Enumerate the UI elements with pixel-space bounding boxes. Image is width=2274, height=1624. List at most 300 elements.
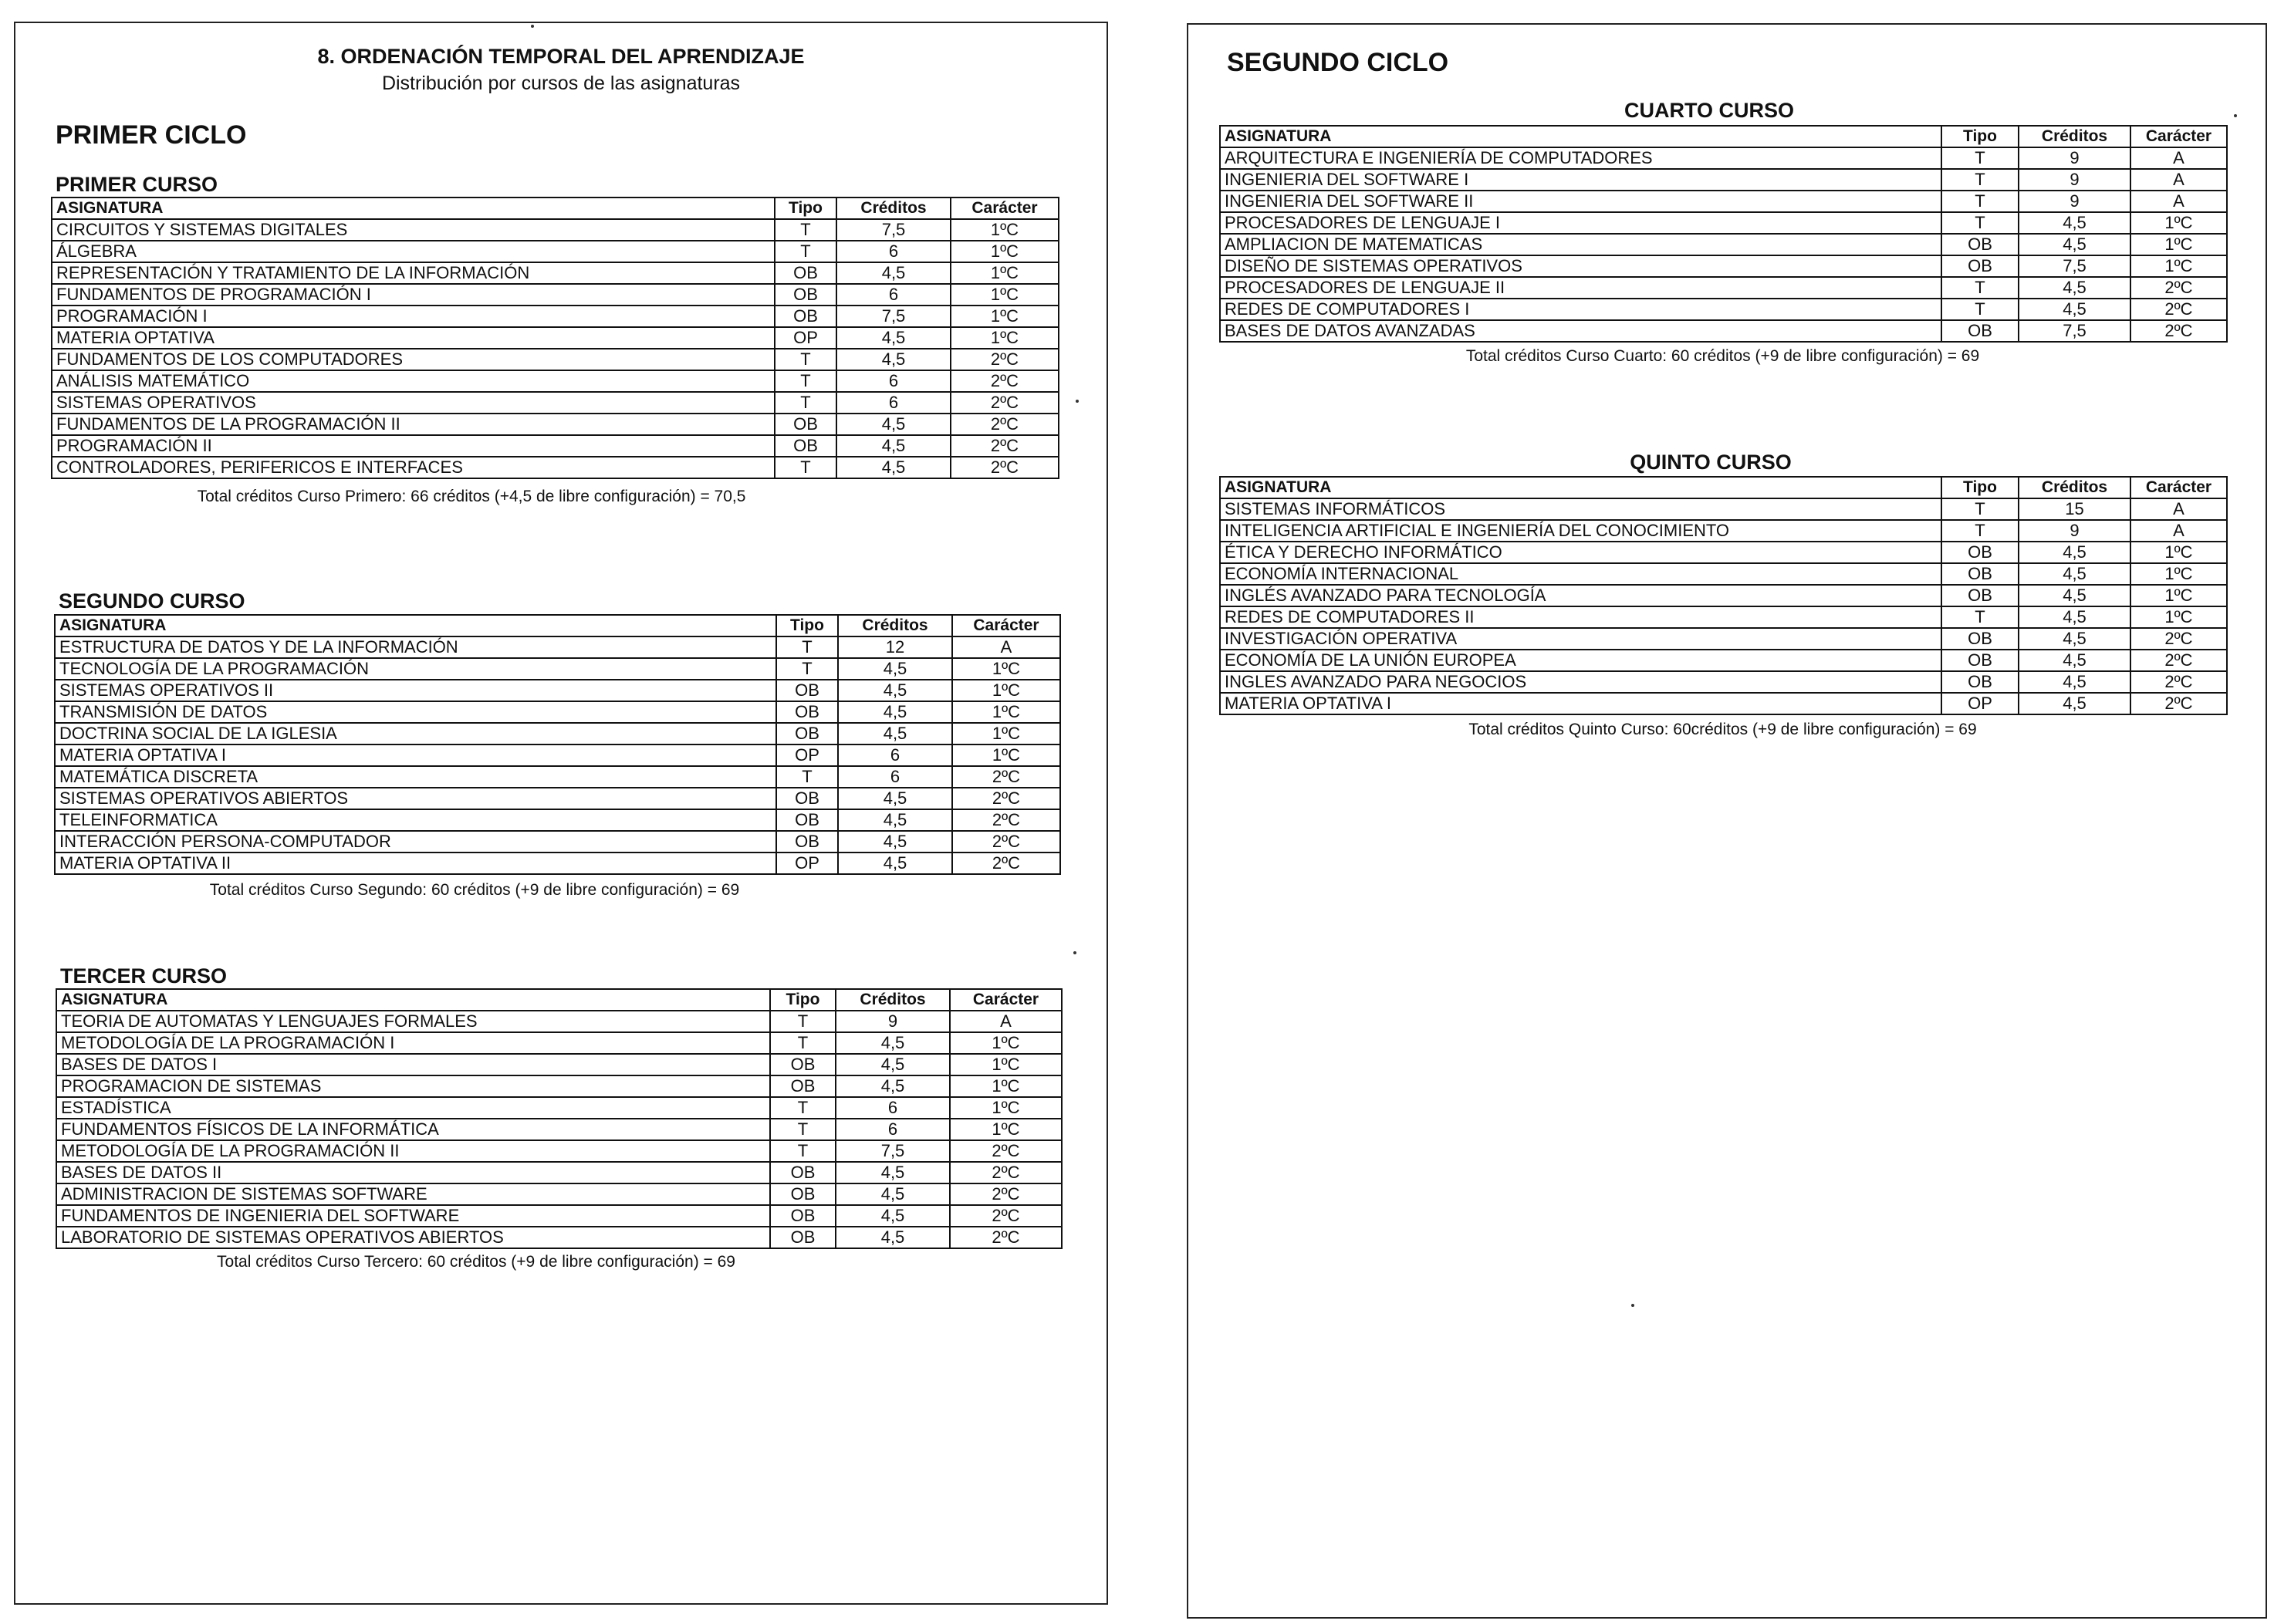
cell-credits: 4,5 [836,1205,950,1227]
cell-type: T [770,1011,836,1032]
cell-subject: METODOLOGÍA DE LA PROGRAMACIÓN I [56,1032,770,1054]
table-row [1220,520,2227,542]
cell-credits: 4,5 [2019,650,2130,671]
cell-credits: 4,5 [836,1075,950,1097]
table-row [1220,255,2227,277]
cell-character: 2ºC [951,370,1059,392]
cell-character: 2ºC [952,788,1060,809]
header-type: Tipo [770,989,836,1011]
subjects-table [51,197,1059,479]
cell-character: 1ºC [2130,585,2227,606]
subjects-table [54,614,1061,875]
table-row [56,1054,1062,1075]
cell-type: T [1941,520,2019,542]
header-credits: Créditos [838,615,952,636]
cell-character: 1ºC [952,701,1060,723]
cell-credits: 6 [836,1097,950,1119]
cell-credits: 4,5 [838,809,952,831]
cell-character: 1ºC [950,1119,1062,1140]
cell-character: 1ºC [952,744,1060,766]
cell-character: 2ºC [951,392,1059,414]
cell-subject: ESTRUCTURA DE DATOS Y DE LA INFORMACIÓN [55,636,776,658]
table-row [1220,234,2227,255]
cell-subject: FUNDAMENTOS DE PROGRAMACIÓN I [52,284,775,306]
cell-type: T [1941,299,2019,320]
cell-subject: INGENIERIA DEL SOFTWARE I [1220,169,1941,191]
table-row [52,392,1059,414]
cell-subject: PROCESADORES DE LENGUAJE I [1220,212,1941,234]
cell-subject: ANÁLISIS MATEMÁTICO [52,370,775,392]
cell-subject: PROGRAMACIÓN II [52,435,775,457]
table-row [52,457,1059,478]
scan-speck [2234,114,2237,117]
cell-credits: 4,5 [838,788,952,809]
table-row [52,284,1059,306]
cell-credits: 4,5 [836,1032,950,1054]
cell-credits: 4,5 [2019,277,2130,299]
table-row [1220,628,2227,650]
cell-subject: BASES DE DATOS AVANZADAS [1220,320,1941,342]
cell-type: OB [1941,320,2019,342]
table-row [56,1032,1062,1054]
table-row [56,1011,1062,1032]
table-row [55,680,1060,701]
cell-credits: 4,5 [836,435,951,457]
cell-subject: MATEMÁTICA DISCRETA [55,766,776,788]
scan-speck [1073,951,1076,954]
cell-credits: 4,5 [836,414,951,435]
cell-credits: 7,5 [2019,320,2130,342]
cell-type: OB [775,435,836,457]
cell-credits: 4,5 [836,1183,950,1205]
cell-credits: 4,5 [2019,563,2130,585]
cell-credits: 12 [838,636,952,658]
cell-type: OP [776,853,838,874]
cell-subject: FUNDAMENTOS DE LA PROGRAMACIÓN II [52,414,775,435]
cell-type: T [775,370,836,392]
cell-type: T [1941,212,2019,234]
cell-type: T [775,457,836,478]
cell-credits: 4,5 [2019,542,2130,563]
cell-type: T [770,1140,836,1162]
cell-type: OB [776,680,838,701]
cell-credits: 7,5 [836,1140,950,1162]
cell-character: 1ºC [952,723,1060,744]
table-row [1220,169,2227,191]
cell-subject: TECNOLOGÍA DE LA PROGRAMACIÓN [55,658,776,680]
cell-character: A [950,1011,1062,1032]
cell-type: OB [776,831,838,853]
table-header-row [55,615,1060,636]
cell-character: 1ºC [2130,212,2227,234]
cell-character: 1ºC [2130,255,2227,277]
cell-credits: 6 [836,241,951,262]
cell-character: 2ºC [2130,650,2227,671]
table-row [56,1183,1062,1205]
course-title: PRIMER CURSO [56,173,218,196]
cell-type: OB [1941,255,2019,277]
cell-subject: BASES DE DATOS II [56,1162,770,1183]
cell-character: 2ºC [952,831,1060,853]
cell-type: OP [1941,693,2019,714]
cell-type: OB [770,1183,836,1205]
cell-character: 2ºC [950,1140,1062,1162]
subjects-table [1219,125,2228,343]
cell-character: 1ºC [951,306,1059,327]
cell-credits: 9 [2019,520,2130,542]
cell-subject: REDES DE COMPUTADORES II [1220,606,1941,628]
document-heading: 8. ORDENACIÓN TEMPORAL DEL APRENDIZAJE [317,45,805,68]
table-row [52,219,1059,241]
document-subheading: Distribución por cursos de las asignaturas [381,73,741,94]
cell-subject: INTELIGENCIA ARTIFICIAL E INGENIERÍA DEL CONOCIMIENTO [1220,520,1941,542]
cell-credits: 4,5 [836,1227,950,1248]
cell-character: 1ºC [2130,542,2227,563]
cell-subject: INGLES AVANZADO PARA NEGOCIOS [1220,671,1941,693]
cell-type: OB [770,1162,836,1183]
cell-subject: TELEINFORMATICA [55,809,776,831]
cell-credits: 4,5 [2019,693,2130,714]
cell-type: T [770,1097,836,1119]
course-title: TERCER CURSO [60,964,228,988]
cell-credits: 4,5 [836,327,951,349]
cell-credits: 4,5 [2019,671,2130,693]
header-type: Tipo [776,615,838,636]
cell-character: 1ºC [950,1075,1062,1097]
page-right [1187,23,2267,1619]
cell-character: 2ºC [2130,671,2227,693]
header-type: Tipo [1941,126,2019,147]
cell-character: 1ºC [952,680,1060,701]
header-credits: Créditos [2019,477,2130,498]
cell-subject: DISEÑO DE SISTEMAS OPERATIVOS [1220,255,1941,277]
cell-type: T [776,658,838,680]
table-row [55,766,1060,788]
cell-type: OB [770,1205,836,1227]
cell-credits: 4,5 [838,723,952,744]
cell-subject: ÁLGEBRA [52,241,775,262]
table-row [55,788,1060,809]
cell-character: 1ºC [950,1054,1062,1075]
table-row [55,744,1060,766]
cell-character: 2ºC [2130,277,2227,299]
cell-type: OB [1941,542,2019,563]
cell-credits: 4,5 [2019,234,2130,255]
cell-type: T [1941,498,2019,520]
cell-character: 1ºC [951,327,1059,349]
cell-type: T [776,636,838,658]
subjects-table [56,988,1063,1249]
cell-character: A [2130,520,2227,542]
cell-character: 2ºC [951,414,1059,435]
cell-credits: 6 [836,1119,950,1140]
header-credits: Créditos [836,989,950,1011]
cell-credits: 4,5 [2019,628,2130,650]
cell-character: A [2130,191,2227,212]
cell-subject: MATERIA OPTATIVA I [1220,693,1941,714]
cell-type: OB [1941,650,2019,671]
table-row [56,1097,1062,1119]
cell-credits: 15 [2019,498,2130,520]
header-credits: Créditos [836,198,951,219]
cell-type: T [775,349,836,370]
cell-character: A [2130,147,2227,169]
cell-subject: ADMINISTRACION DE SISTEMAS SOFTWARE [56,1183,770,1205]
cell-subject: ESTADÍSTICA [56,1097,770,1119]
course-total: Total créditos Curso Cuarto: 60 créditos (+9 de libre configuración) = 69 [1465,347,1980,365]
cell-subject: ARQUITECTURA E INGENIERÍA DE COMPUTADORES [1220,147,1941,169]
table-row [55,636,1060,658]
cell-type: OB [1941,671,2019,693]
table-row [1220,671,2227,693]
table-row [1220,563,2227,585]
cell-character: 2ºC [952,766,1060,788]
header-subject: ASIGNATURA [56,989,770,1011]
table-row [56,1140,1062,1162]
cell-type: OB [770,1227,836,1248]
cell-credits: 4,5 [838,658,952,680]
header-subject: ASIGNATURA [1220,126,1941,147]
cell-credits: 4,5 [838,853,952,874]
course-total: Total créditos Curso Primero: 66 créditos (+4,5 de libre configuración) = 70,5 [197,488,746,505]
header-character: Carácter [952,615,1060,636]
cell-character: 2ºC [951,435,1059,457]
cell-subject: SISTEMAS INFORMÁTICOS [1220,498,1941,520]
table-row [1220,212,2227,234]
cell-subject: INVESTIGACIÓN OPERATIVA [1220,628,1941,650]
cell-type: OB [1941,563,2019,585]
cell-type: OB [776,701,838,723]
cell-credits: 9 [2019,191,2130,212]
cell-subject: ECONOMÍA INTERNACIONAL [1220,563,1941,585]
cell-subject: TRANSMISIÓN DE DATOS [55,701,776,723]
cell-type: T [1941,277,2019,299]
cell-type: T [770,1032,836,1054]
header-character: Carácter [2130,477,2227,498]
cell-credits: 4,5 [836,1054,950,1075]
cell-credits: 6 [838,766,952,788]
cell-type: OB [775,262,836,284]
cell-character: 2ºC [2130,628,2227,650]
table-row [55,701,1060,723]
table-header-row [52,198,1059,219]
cell-character: 2ºC [952,853,1060,874]
header-subject: ASIGNATURA [52,198,775,219]
table-row [52,262,1059,284]
table-row [55,658,1060,680]
cell-credits: 4,5 [838,701,952,723]
cell-character: 1ºC [952,658,1060,680]
table-row [1220,693,2227,714]
header-subject: ASIGNATURA [55,615,776,636]
cell-type: T [775,241,836,262]
cycle-title-primer-ciclo: PRIMER CICLO [56,120,247,150]
cell-subject: FUNDAMENTOS FÍSICOS DE LA INFORMÁTICA [56,1119,770,1140]
table-row [1220,606,2227,628]
table-row [1220,147,2227,169]
table-row [56,1205,1062,1227]
scan-speck [531,25,534,28]
scan-speck [1631,1304,1634,1307]
cell-type: OP [776,744,838,766]
cell-type: OB [776,788,838,809]
scan-speck [1076,400,1079,403]
course-title: SEGUNDO CURSO [59,589,245,613]
cell-subject: FUNDAMENTOS DE LOS COMPUTADORES [52,349,775,370]
cell-credits: 9 [2019,147,2130,169]
cell-subject: ÉTICA Y DERECHO INFORMÁTICO [1220,542,1941,563]
cell-subject: INGLÉS AVANZADO PARA TECNOLOGÍA [1220,585,1941,606]
cell-type: OB [776,723,838,744]
cell-type: T [776,766,838,788]
cell-type: T [775,219,836,241]
cell-subject: LABORATORIO DE SISTEMAS OPERATIVOS ABIERTOS [56,1227,770,1248]
course-title: CUARTO CURSO [1624,99,1794,122]
header-subject: ASIGNATURA [1220,477,1941,498]
cell-subject: CONTROLADORES, PERIFERICOS E INTERFACES [52,457,775,478]
cell-character: 2ºC [951,457,1059,478]
cell-credits: 4,5 [836,457,951,478]
cell-subject: AMPLIACION DE MATEMATICAS [1220,234,1941,255]
cell-character: A [952,636,1060,658]
course-total: Total créditos Quinto Curso: 60créditos (+9 de libre configuración) = 69 [1468,721,1977,738]
table-row [56,1119,1062,1140]
cell-credits: 7,5 [2019,255,2130,277]
cell-type: T [1941,169,2019,191]
cell-subject: PROGRAMACIÓN I [52,306,775,327]
cell-type: OB [1941,628,2019,650]
header-type: Tipo [775,198,836,219]
cell-type: OB [775,306,836,327]
cell-credits: 9 [2019,169,2130,191]
cell-subject: SISTEMAS OPERATIVOS [52,392,775,414]
cell-character: 2ºC [950,1162,1062,1183]
table-row [55,831,1060,853]
header-character: Carácter [2130,126,2227,147]
cell-character: 2ºC [2130,299,2227,320]
table-row [56,1075,1062,1097]
cell-character: 2ºC [952,809,1060,831]
table-row [1220,191,2227,212]
table-row [1220,585,2227,606]
cell-type: T [775,392,836,414]
cell-character: 2ºC [2130,320,2227,342]
table-row [1220,320,2227,342]
cell-type: OB [775,414,836,435]
cell-subject: PROGRAMACION DE SISTEMAS [56,1075,770,1097]
cycle-title-segundo-ciclo: SEGUNDO CICLO [1227,48,1449,77]
cell-type: OB [776,809,838,831]
cell-type: T [1941,606,2019,628]
table-header-row [56,989,1062,1011]
cell-character: 1ºC [2130,234,2227,255]
cell-credits: 4,5 [838,831,952,853]
cell-subject: REDES DE COMPUTADORES I [1220,299,1941,320]
cell-character: A [2130,498,2227,520]
cell-credits: 4,5 [2019,585,2130,606]
cell-type: T [1941,147,2019,169]
subjects-table [1219,476,2228,715]
cell-subject: PROCESADORES DE LENGUAJE II [1220,277,1941,299]
header-character: Carácter [951,198,1059,219]
cell-character: 1ºC [951,219,1059,241]
cell-credits: 4,5 [2019,606,2130,628]
cell-character: 2ºC [950,1227,1062,1248]
table-row [52,327,1059,349]
header-credits: Créditos [2019,126,2130,147]
cell-character: 1ºC [951,241,1059,262]
cell-subject: MATERIA OPTATIVA I [55,744,776,766]
cell-subject: TEORIA DE AUTOMATAS Y LENGUAJES FORMALES [56,1011,770,1032]
cell-credits: 4,5 [836,1162,950,1183]
cell-subject: FUNDAMENTOS DE INGENIERIA DEL SOFTWARE [56,1205,770,1227]
cell-type: OP [775,327,836,349]
cell-credits: 6 [838,744,952,766]
cell-credits: 4,5 [2019,212,2130,234]
table-row [52,435,1059,457]
table-row [56,1227,1062,1248]
cell-subject: MATERIA OPTATIVA [52,327,775,349]
header-type: Tipo [1941,477,2019,498]
cell-subject: INGENIERIA DEL SOFTWARE II [1220,191,1941,212]
cell-character: 2ºC [950,1183,1062,1205]
table-row [1220,542,2227,563]
table-row [52,370,1059,392]
course-total: Total créditos Curso Tercero: 60 créditos (+9 de libre configuración) = 69 [217,1253,735,1271]
cell-credits: 4,5 [838,680,952,701]
cell-type: OB [1941,585,2019,606]
cell-credits: 6 [836,370,951,392]
cell-type: OB [770,1054,836,1075]
table-row [52,349,1059,370]
cell-credits: 6 [836,392,951,414]
table-row [52,241,1059,262]
table-row [56,1162,1062,1183]
cell-character: A [2130,169,2227,191]
cell-character: 2ºC [2130,693,2227,714]
cell-subject: ECONOMÍA DE LA UNIÓN EUROPEA [1220,650,1941,671]
cell-character: 1ºC [950,1032,1062,1054]
cell-subject: MATERIA OPTATIVA II [55,853,776,874]
cell-subject: BASES DE DATOS I [56,1054,770,1075]
cell-type: OB [770,1075,836,1097]
table-row [1220,498,2227,520]
cell-subject: DOCTRINA SOCIAL DE LA IGLESIA [55,723,776,744]
page-left [14,22,1108,1605]
table-row [1220,277,2227,299]
table-row [52,306,1059,327]
cell-type: T [1941,191,2019,212]
cell-credits: 9 [836,1011,950,1032]
table-row [1220,299,2227,320]
cell-credits: 6 [836,284,951,306]
cell-credits: 7,5 [836,219,951,241]
cell-type: T [770,1119,836,1140]
cell-character: 1ºC [2130,563,2227,585]
cell-character: 1ºC [951,284,1059,306]
table-header-row [1220,126,2227,147]
cell-subject: REPRESENTACIÓN Y TRATAMIENTO DE LA INFORMACIÓN [52,262,775,284]
cell-type: OB [775,284,836,306]
cell-subject: CIRCUITOS Y SISTEMAS DIGITALES [52,219,775,241]
cell-credits: 7,5 [836,306,951,327]
cell-credits: 4,5 [836,262,951,284]
table-row [55,853,1060,874]
cell-character: 1ºC [2130,606,2227,628]
cell-subject: SISTEMAS OPERATIVOS II [55,680,776,701]
table-row [52,414,1059,435]
cell-type: OB [1941,234,2019,255]
